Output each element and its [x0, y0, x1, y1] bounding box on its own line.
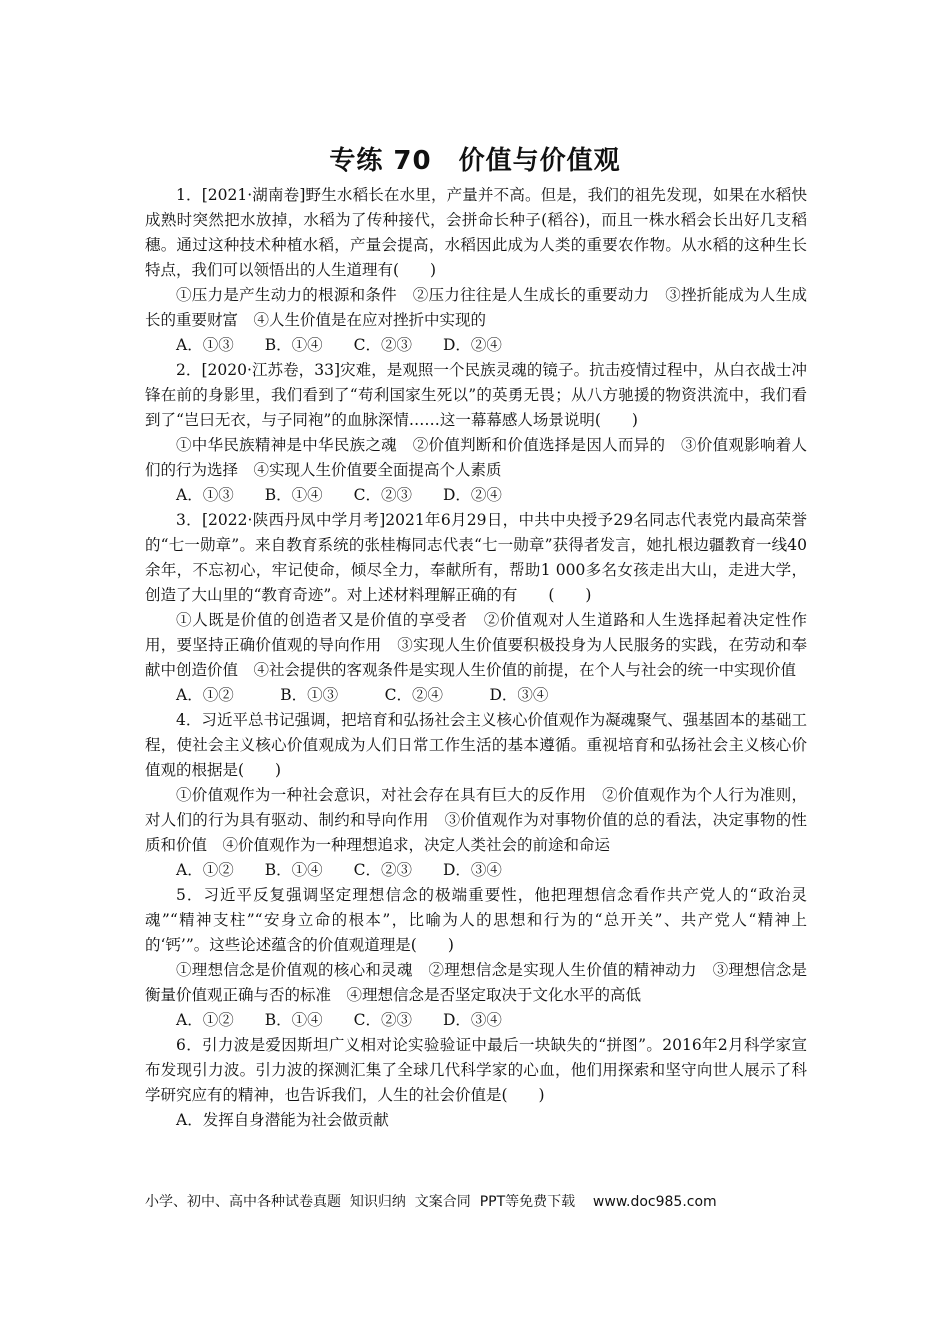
- page-title: 专练 70 价值与价值观: [329, 146, 621, 176]
- question-6: [145, 1033, 807, 1133]
- question-statements: ①理想信念是价值观的核心和灵魂 ②理想信念是实现人生价值的精神动力 ③理想信念是衡量价值观正确与否的标准 ④理想信念是否坚定取决于文化水平的高低: [145, 961, 807, 1004]
- question-stem: 6．引力波是爱因斯坦广义相对论实验验证中最后一块缺失的“拼图”。2016年2月科学家宣布发现引力波。引力波的探测汇集了全球几代科学家的心血，他们用探索和坚守向世人展示了科学研究应有的精神，也告诉我们，人生的社会价值是( ): [145, 1036, 807, 1104]
- question-statements: ①中华民族精神是中华民族之魂 ②价值判断和价值选择是因人而异的 ③价值观影响着人们的行为选择 ④实现人生价值要全面提高个人素质: [145, 436, 807, 479]
- question-1: [145, 183, 807, 358]
- question-stem: 1．[2021·湖南卷]野生水稻长在水里，产量并不高。但是，我们的祖先发现，如果在水稻快成熟时突然把水放掉，水稻为了传种接代，会拼命长种子(稻谷)，而且一株水稻会长出好几支稻穗。通过这种技术种植水稻，产量会提高，水稻因此成为人类的重要农作物。从水稻的这种生长特点，我们可以领悟出的人生道理有( ): [145, 186, 807, 279]
- answer-options: A．①② B．①④ C．②③ D．③④: [176, 861, 502, 879]
- question-statements: ①价值观作为一种社会意识，对社会存在具有巨大的反作用 ②价值观作为个人行为准则，对人们的行为具有驱动、制约和导向作用 ③价值观作为对事物价值的总的看法，决定事物的性质和价值 ④价值观作为一种理想追求，决定人类社会的前途和命运: [145, 786, 807, 854]
- answer-options: A．①② B．①④ C．②③ D．③④: [176, 1011, 502, 1029]
- answer-options: A．①③ B．①④ C．②③ D．②④: [176, 486, 502, 504]
- question-statements: ①人既是价值的创造者又是价值的享受者 ②价值观对人生道路和人生选择起着决定性作用，要坚持正确价值观的导向作用 ③实现人生价值要积极投身为人民服务的实践，在劳动和奉献中创造价值 ④社会提供的客观条件是实现人生价值的前提，在个人与社会的统一中实现价值: [145, 611, 807, 679]
- question-statements: ①压力是产生动力的根源和条件 ②压力往往是人生成长的重要动力 ③挫折能成为人生成长的重要财富 ④人生价值是在应对挫折中实现的: [145, 286, 807, 329]
- question-list: [145, 183, 807, 1133]
- question-2: [145, 358, 807, 508]
- answer-options: A．①② B．①③ C．②④ D．③④: [176, 686, 549, 704]
- question-stem: 5．习近平反复强调坚定理想信念的极端重要性，他把理想信念看作共产党人的“政治灵魂”“精神支柱”“安身立命的根本”，比喻为人的思想和行为的“总开关”、共产党人“精神上的‘钙’”。这些论述蕴含的价值观道理是( ): [145, 886, 807, 954]
- answer-option-a: A．发挥自身潜能为社会做贡献: [176, 1111, 389, 1129]
- answer-options: A．①③ B．①④ C．②③ D．②④: [176, 336, 502, 354]
- question-4: [145, 708, 807, 883]
- question-5: [145, 883, 807, 1033]
- footer-banner: 小学、初中、高中各种试卷真题 知识归纳 文案合同 PPT等免费下载 www.doc985.com: [145, 1194, 717, 1210]
- question-stem: 2．[2020·江苏卷，33]灾难，是观照一个民族灵魂的镜子。抗击疫情过程中，从白衣战士冲锋在前的身影里，我们看到了“苟利国家生死以”的英勇无畏；从八方驰援的物资洪流中，我们看到了“岂曰无衣，与子同袍”的血脉深情……这一幕幕感人场景说明( ): [145, 361, 807, 429]
- question-stem: 3．[2022·陕西丹凤中学月考]2021年6月29日，中共中央授予29名同志代表党内最高荣誉的“七一勋章”。来自教育系统的张桂梅同志代表“七一勋章”获得者发言，她扎根边疆教育一线40余年，不忘初心，牢记使命，倾尽全力，奉献所有，帮助1 000多名女孩走出大山，走进大学，创造了大山里的“教育奇迹”。对上述材料理解正确的有 ( ): [145, 511, 807, 604]
- question-stem: 4．习近平总书记强调，把培育和弘扬社会主义核心价值观作为凝魂聚气、强基固本的基础工程，使社会主义核心价值观成为人们日常工作生活的基本遵循。重视培育和弘扬社会主义核心价值观的根据是( ): [145, 711, 807, 779]
- question-3: [145, 508, 807, 708]
